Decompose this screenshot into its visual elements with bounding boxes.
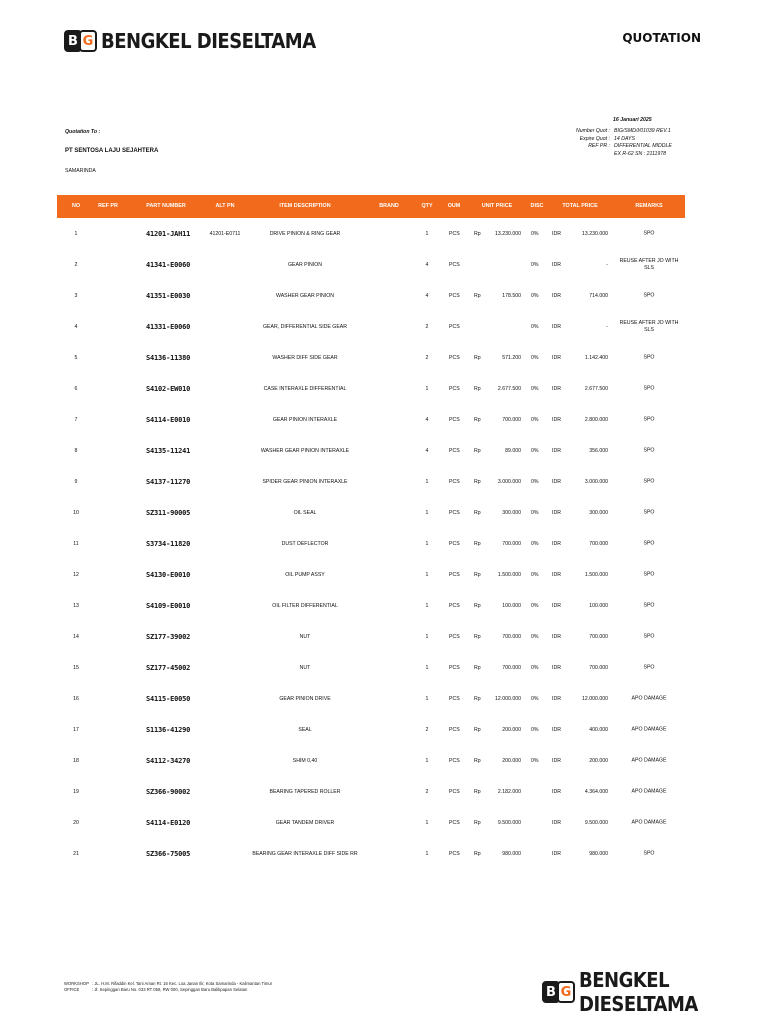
row-total-currency: IDR — [552, 293, 561, 299]
row-part-number: 41201-JAH11 — [146, 230, 191, 238]
row-remarks: SPO — [643, 540, 655, 547]
row-item-description: BEARING TAPERED ROLLER — [269, 789, 341, 795]
row-part-number: S4112-34270 — [146, 757, 191, 765]
table-row — [0, 250, 768, 281]
row-item-description: WASHER GEAR PINION — [275, 293, 335, 299]
client-city: SAMARINDA — [65, 168, 96, 174]
row-remarks: SPO — [643, 571, 655, 578]
row-item-description: SEAL — [298, 727, 312, 733]
row-no: 11 — [73, 541, 79, 547]
row-part-number: 41351-E0030 — [146, 292, 191, 300]
col-item-description: ITEM DESCRIPTION — [279, 203, 331, 209]
footer-logo — [542, 968, 768, 1016]
row-disc: 0% — [531, 603, 539, 609]
row-part-number: S4135-11241 — [146, 447, 191, 455]
office-label: OFFICE — [64, 987, 80, 992]
row-total-currency: IDR — [552, 634, 561, 640]
header-logo — [64, 29, 316, 53]
row-qty: 4 — [425, 417, 429, 423]
row-no: 16 — [73, 696, 79, 702]
row-no: 1 — [74, 231, 78, 237]
row-total-price: 1.142.400 — [584, 355, 608, 361]
row-remarks: SPO — [643, 447, 655, 454]
row-part-number: SZ366-75005 — [146, 850, 191, 858]
row-item-description: GEAR PINION INTERAXLE — [272, 417, 338, 423]
table-row — [0, 746, 768, 777]
row-part-number: 41341-E0060 — [146, 261, 191, 269]
row-total-currency: IDR — [552, 851, 561, 857]
row-part-number: S3734-11820 — [146, 540, 191, 548]
row-unit-price: 1.500.000 — [497, 572, 521, 578]
row-disc: 0% — [531, 479, 539, 485]
row-total-currency: IDR — [552, 758, 561, 764]
row-qty: 2 — [425, 355, 429, 361]
row-total-currency: IDR — [552, 727, 561, 733]
row-no: 18 — [73, 758, 79, 764]
row-unit-price: 200.000 — [502, 727, 521, 733]
row-total-price: 100.000 — [589, 603, 608, 609]
row-oum: PCS — [449, 231, 460, 237]
row-item-description: GEAR PINION DRIVE — [279, 696, 331, 702]
row-total-currency: IDR — [552, 479, 561, 485]
table-row — [0, 405, 768, 436]
row-total-price: - — [606, 324, 608, 330]
row-disc: 0% — [531, 572, 539, 578]
row-total-price: 12.000.000 — [582, 696, 608, 702]
table-header — [57, 195, 685, 218]
row-qty: 1 — [425, 634, 429, 640]
row-total-currency: IDR — [552, 324, 561, 330]
row-oum: PCS — [449, 727, 460, 733]
row-remarks: REUSE AFTER JO WITH SLS — [619, 258, 679, 271]
row-oum: PCS — [449, 293, 460, 299]
row-total-price: 1.500.000 — [584, 572, 608, 578]
row-oum: PCS — [449, 386, 460, 392]
row-total-currency: IDR — [552, 541, 561, 547]
row-remarks: APO DAMAGE — [631, 726, 667, 733]
row-item-description: WASHER GEAR PINION INTERAXLE — [260, 448, 350, 454]
row-part-number: S4136-11380 — [146, 354, 191, 362]
brand-name: BENGKEL DIESELTAMA — [101, 29, 316, 53]
row-part-number: S4137-11270 — [146, 478, 191, 486]
row-total-price: 714.000 — [589, 293, 608, 299]
row-disc: 0% — [531, 727, 539, 733]
row-qty: 1 — [425, 510, 429, 516]
row-total-currency: IDR — [552, 510, 561, 516]
row-oum: PCS — [449, 820, 460, 826]
row-currency: Rp — [474, 479, 481, 485]
row-item-description: OIL PUMP ASSY — [285, 572, 325, 578]
row-unit-price: 2.677.500 — [497, 386, 521, 392]
row-disc: 0% — [531, 324, 539, 330]
row-oum: PCS — [449, 572, 460, 578]
table-row — [0, 808, 768, 839]
refpr-value-2: EX R-62 SN : 2111978 — [614, 150, 666, 157]
footer-address — [64, 981, 272, 993]
footer-brand-name: BENGKEL DIESELTAMA — [579, 968, 698, 1016]
table-row — [0, 374, 768, 405]
row-no: 17 — [73, 727, 79, 733]
quote-meta — [566, 128, 672, 158]
row-unit-price: 9.500.000 — [497, 820, 521, 826]
row-remarks: SPO — [643, 292, 655, 299]
row-remarks: APO DAMAGE — [631, 695, 667, 702]
row-total-price: 2.800.000 — [584, 417, 608, 423]
row-unit-price: 100.000 — [502, 603, 521, 609]
table-row — [0, 839, 768, 870]
row-oum: PCS — [449, 603, 460, 609]
expire-label: Expire Quot : — [579, 135, 610, 142]
row-no: 14 — [73, 634, 79, 640]
row-total-currency: IDR — [552, 789, 561, 795]
row-total-price: - — [606, 262, 608, 268]
row-unit-price: 12.000.000 — [495, 696, 521, 702]
row-total-price: 400.000 — [589, 727, 608, 733]
row-part-number: 41331-E0060 — [146, 323, 191, 331]
expire-value: 14 DAYS — [614, 135, 635, 142]
table-row — [0, 529, 768, 560]
row-remarks: APO DAMAGE — [631, 788, 667, 795]
row-remarks: SPO — [643, 664, 655, 671]
row-no: 4 — [74, 324, 78, 330]
row-item-description: NUT — [299, 665, 311, 671]
row-unit-price: 571.200 — [502, 355, 521, 361]
number-value: BIG/SMD/I/01039 REV.1 — [614, 128, 671, 134]
row-part-number: S4114-E0010 — [146, 416, 191, 424]
row-oum: PCS — [449, 541, 460, 547]
row-total-price: 3.000.000 — [584, 479, 608, 485]
row-qty: 1 — [425, 479, 429, 485]
row-qty: 1 — [425, 820, 429, 826]
table-row — [0, 343, 768, 374]
table-row — [0, 560, 768, 591]
row-total-price: 200.000 — [589, 758, 608, 764]
row-qty: 1 — [425, 231, 429, 237]
col-oum: OUM — [447, 203, 461, 209]
row-currency: Rp — [474, 820, 481, 826]
row-item-description: OIL SEAL — [293, 510, 317, 516]
row-total-price: 300.000 — [589, 510, 608, 516]
col-no: NO — [71, 203, 81, 209]
row-part-number: SZ366-90002 — [146, 788, 191, 796]
row-currency: Rp — [474, 417, 481, 423]
row-no: 6 — [74, 386, 78, 392]
row-currency: Rp — [474, 758, 481, 764]
row-unit-price: 200.000 — [502, 758, 521, 764]
row-disc: 0% — [531, 262, 539, 268]
row-disc: 0% — [531, 758, 539, 764]
row-item-description: DUST DEFLECTOR — [281, 541, 329, 547]
row-oum: PCS — [449, 479, 460, 485]
row-currency: Rp — [474, 851, 481, 857]
row-total-currency: IDR — [552, 603, 561, 609]
col-unit-price: UNIT PRICE — [481, 203, 513, 209]
row-currency: Rp — [474, 634, 481, 640]
row-no: 12 — [73, 572, 79, 578]
row-currency: Rp — [474, 696, 481, 702]
row-qty: 4 — [425, 262, 429, 268]
row-qty: 2 — [425, 324, 429, 330]
row-item-description: CASE INTERAXLE DIFFERENTIAL — [263, 386, 347, 392]
row-unit-price: 700.000 — [502, 634, 521, 640]
row-total-price: 980.000 — [589, 851, 608, 857]
row-no: 3 — [74, 293, 78, 299]
row-qty: 1 — [425, 541, 429, 547]
row-total-currency: IDR — [552, 355, 561, 361]
row-disc: 0% — [531, 665, 539, 671]
row-total-price: 356.000 — [589, 448, 608, 454]
client-name: PT SENTOSA LAJU SEJAHTERA — [65, 148, 159, 154]
row-no: 19 — [73, 789, 79, 795]
table-row — [0, 591, 768, 622]
row-currency: Rp — [474, 510, 481, 516]
row-disc: 0% — [531, 355, 539, 361]
row-disc: 0% — [531, 541, 539, 547]
row-disc: 0% — [531, 417, 539, 423]
table-row — [0, 684, 768, 715]
col-remarks: REMARKS — [635, 203, 663, 209]
row-currency: Rp — [474, 789, 481, 795]
row-part-number: SZ177-45002 — [146, 664, 191, 672]
row-disc: 0% — [531, 448, 539, 454]
row-item-description: SPIDER GEAR PINION INTERAXLE — [262, 479, 348, 485]
row-remarks: SPO — [643, 230, 655, 237]
col-disc: DISC — [530, 203, 544, 209]
row-item-description: DRIVE PINION & RING GEAR — [269, 231, 341, 237]
row-currency: Rp — [474, 572, 481, 578]
row-qty: 1 — [425, 696, 429, 702]
document-title: QUOTATION — [622, 31, 701, 45]
row-total-currency: IDR — [552, 262, 561, 268]
row-total-price: 700.000 — [589, 634, 608, 640]
row-oum: PCS — [449, 696, 460, 702]
row-oum: PCS — [449, 758, 460, 764]
refpr-label: REF PR : — [588, 143, 610, 149]
row-oum: PCS — [449, 355, 460, 361]
row-disc: 0% — [531, 696, 539, 702]
row-qty: 1 — [425, 572, 429, 578]
row-total-price: 13.230.000 — [582, 231, 608, 237]
row-total-currency: IDR — [552, 231, 561, 237]
row-oum: PCS — [449, 789, 460, 795]
table-row — [0, 312, 768, 343]
row-item-description: NUT — [299, 634, 311, 640]
row-qty: 1 — [425, 758, 429, 764]
row-item-description: GEAR, DIFFERENTIAL SIDE GEAR — [263, 324, 347, 330]
refpr-value-1: DIFFERENTIAL MIDDLE — [614, 143, 672, 149]
row-qty: 4 — [425, 448, 429, 454]
row-qty: 1 — [425, 851, 429, 857]
row-currency: Rp — [474, 603, 481, 609]
brand-logo-icon: B G — [542, 981, 575, 1003]
row-total-price: 700.000 — [589, 541, 608, 547]
row-unit-price: 13.230.000 — [495, 231, 521, 237]
row-remarks: SPO — [643, 633, 655, 640]
row-oum: PCS — [449, 262, 460, 268]
row-remarks: APO DAMAGE — [631, 757, 667, 764]
row-no: 9 — [74, 479, 78, 485]
row-oum: PCS — [449, 448, 460, 454]
row-qty: 1 — [425, 386, 429, 392]
row-part-number: S4102-EW010 — [146, 385, 191, 393]
row-qty: 1 — [425, 665, 429, 671]
row-total-currency: IDR — [552, 386, 561, 392]
row-disc: 0% — [531, 231, 539, 237]
row-unit-price: 2.182.000 — [497, 789, 521, 795]
row-currency: Rp — [474, 231, 481, 237]
row-unit-price: 980.000 — [502, 851, 521, 857]
row-item-description: BEARING GEAR INTERAXLE DIFF SIDE RR — [252, 851, 358, 857]
row-oum: PCS — [449, 851, 460, 857]
row-no: 10 — [73, 510, 79, 516]
row-qty: 1 — [425, 603, 429, 609]
row-unit-price: 700.000 — [502, 417, 521, 423]
table-row — [0, 498, 768, 529]
table-row — [0, 281, 768, 312]
row-total-price: 9.500.000 — [584, 820, 608, 826]
row-total-price: 2.677.500 — [584, 386, 608, 392]
table-row — [0, 219, 768, 250]
row-remarks: SPO — [643, 478, 655, 485]
office-text: : Jl. Sepinggan Baru No. 033 RT 059, RW 000, Sepinggan Baru Balikpapan Selatan — [92, 987, 248, 992]
workshop-label: WORKSHOP — [64, 981, 89, 986]
row-item-description: GEAR PINION — [287, 262, 323, 268]
row-qty: 2 — [425, 727, 429, 733]
row-remarks: SPO — [643, 416, 655, 423]
row-no: 2 — [74, 262, 78, 268]
table-row — [0, 467, 768, 498]
row-oum: PCS — [449, 634, 460, 640]
row-disc: 0% — [531, 386, 539, 392]
row-disc: 0% — [531, 634, 539, 640]
row-qty: 4 — [425, 293, 429, 299]
number-label: Number Quot : — [575, 128, 610, 134]
row-remarks: SPO — [643, 354, 655, 361]
col-alt-pn: ALT PN — [215, 203, 235, 209]
row-currency: Rp — [474, 293, 481, 299]
row-alt-pn: 41201-E0711 — [209, 231, 241, 237]
row-remarks: SPO — [643, 509, 655, 516]
row-part-number: S1136-41290 — [146, 726, 191, 734]
row-item-description: WASHER DIFF SIDE GEAR — [272, 355, 338, 361]
row-oum: PCS — [449, 510, 460, 516]
row-no: 5 — [74, 355, 78, 361]
row-total-currency: IDR — [552, 572, 561, 578]
row-currency: Rp — [474, 386, 481, 392]
row-disc: 0% — [531, 510, 539, 516]
row-no: 20 — [73, 820, 79, 826]
row-part-number: S4114-E0120 — [146, 819, 191, 827]
col-qty: QTY — [421, 203, 433, 209]
table-row — [0, 653, 768, 684]
table-row — [0, 436, 768, 467]
row-part-number: S4130-E0010 — [146, 571, 191, 579]
row-oum: PCS — [449, 665, 460, 671]
row-no: 7 — [74, 417, 78, 423]
row-part-number: SZ177-39002 — [146, 633, 191, 641]
row-remarks: SPO — [643, 850, 655, 857]
row-unit-price: 3.000.000 — [497, 479, 521, 485]
row-total-price: 700.000 — [589, 665, 608, 671]
row-no: 13 — [73, 603, 79, 609]
row-currency: Rp — [474, 727, 481, 733]
row-item-description: OIL FILTER DIFFERENTIAL — [272, 603, 338, 609]
row-qty: 2 — [425, 789, 429, 795]
table-row — [0, 777, 768, 808]
table-row — [0, 622, 768, 653]
row-no: 15 — [73, 665, 79, 671]
row-total-currency: IDR — [552, 448, 561, 454]
row-currency: Rp — [474, 355, 481, 361]
row-currency: Rp — [474, 541, 481, 547]
row-remarks: SPO — [643, 385, 655, 392]
row-unit-price: 700.000 — [502, 541, 521, 547]
workshop-text: : JL. H.M. Rifaddin Kel. Tani Aman Rt. 16 Kec. Loa Janan Ilir, Kota Samarinda - Kalimantan Timur — [92, 981, 273, 986]
row-disc: 0% — [531, 293, 539, 299]
row-item-description: GEAR TANDEM DRIVER — [275, 820, 335, 826]
col-ref-pr: REF PR — [98, 203, 118, 209]
col-brand: BRAND — [379, 203, 399, 209]
row-part-number: S4115-E0050 — [146, 695, 191, 703]
quotation-to-label: Quotation To : — [65, 129, 101, 135]
row-item-description: SHIM 0,40 — [292, 758, 318, 764]
row-no: 21 — [73, 851, 79, 857]
row-oum: PCS — [449, 417, 460, 423]
row-part-number: SZ311-90005 — [146, 509, 191, 517]
col-total-price: TOTAL PRICE — [562, 203, 598, 209]
row-currency: Rp — [474, 448, 481, 454]
row-total-currency: IDR — [552, 417, 561, 423]
row-unit-price: 700.000 — [502, 665, 521, 671]
row-currency: Rp — [474, 665, 481, 671]
row-remarks: APO DAMAGE — [631, 819, 667, 826]
row-part-number: S4109-E0010 — [146, 602, 191, 610]
row-total-currency: IDR — [552, 696, 561, 702]
row-total-currency: IDR — [552, 665, 561, 671]
row-no: 8 — [74, 448, 78, 454]
quote-date: 16 Januari 2025 — [613, 117, 652, 123]
row-remarks: REUSE AFTER JO WITH SLS — [619, 320, 679, 333]
brand-logo-icon: B G — [64, 30, 97, 52]
col-part-number: PART NUMBER — [146, 203, 186, 209]
row-oum: PCS — [449, 324, 460, 330]
row-total-price: 4.364.000 — [584, 789, 608, 795]
row-unit-price: 300.000 — [502, 510, 521, 516]
row-unit-price: 89.000 — [505, 448, 521, 454]
row-unit-price: 178.500 — [502, 293, 521, 299]
row-remarks: SPO — [643, 602, 655, 609]
row-total-currency: IDR — [552, 820, 561, 826]
table-row — [0, 715, 768, 746]
